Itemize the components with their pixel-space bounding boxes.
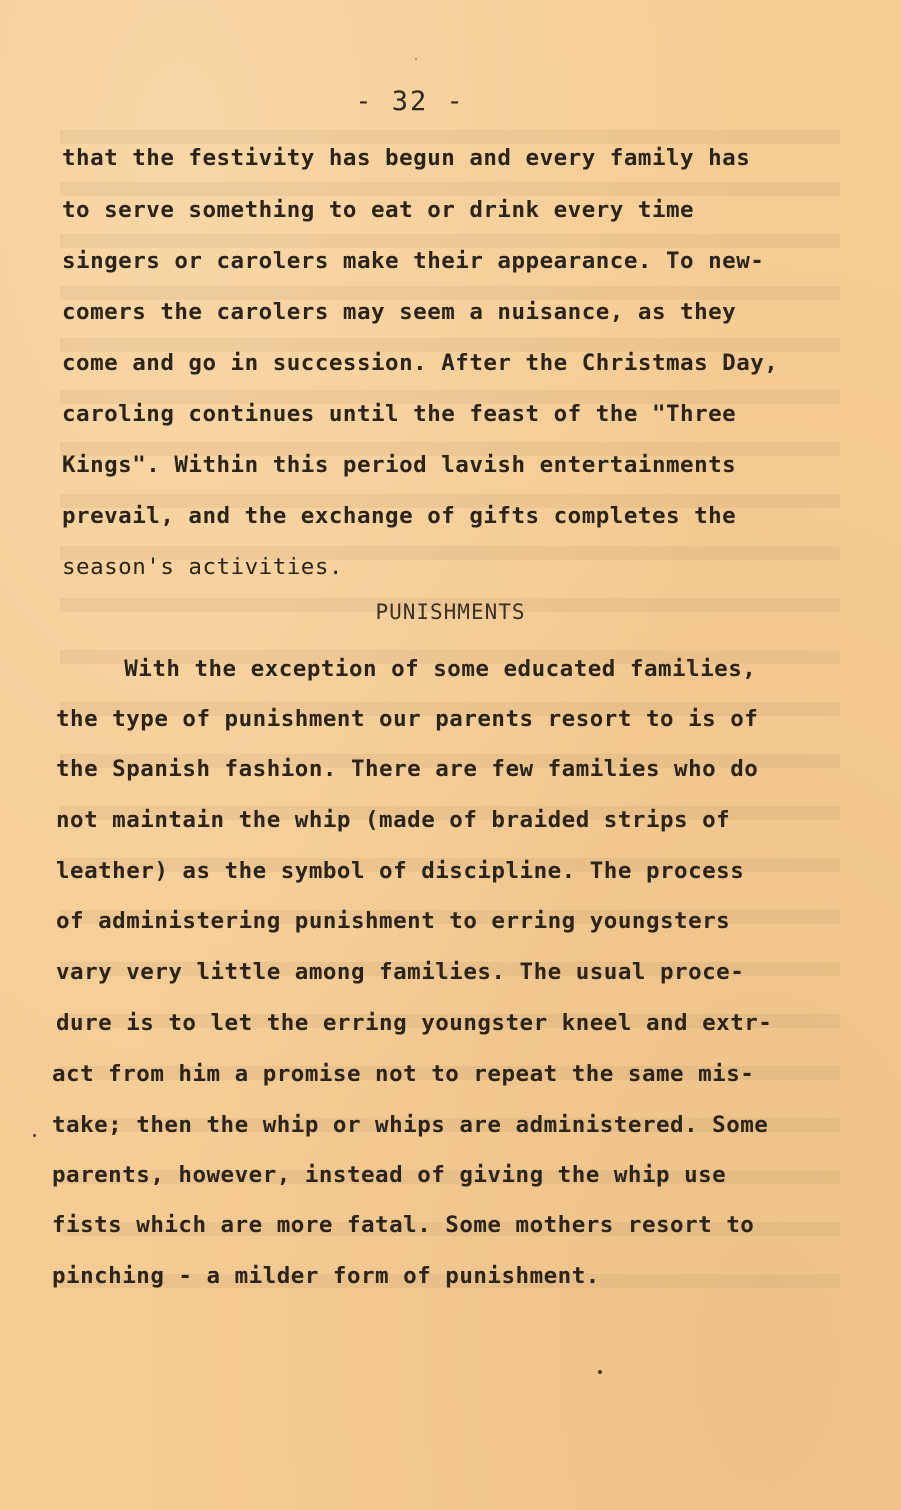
- text-line: caroling continues until the feast of the "Three: [62, 401, 737, 427]
- text-line: leather) as the symbol of discipline. The process: [56, 858, 745, 884]
- text-line: parents, however, instead of giving the whip use: [52, 1162, 727, 1188]
- text-line: With the exception of some educated families,: [54, 656, 757, 682]
- text-line: fists which are more fatal. Some mothers resort to: [52, 1212, 755, 1238]
- text-line: not maintain the whip (made of braided strips of: [56, 807, 731, 833]
- text-line: act from him a promise not to repeat the same mis-: [52, 1061, 755, 1087]
- text-line: the type of punishment our parents resort to is of: [56, 706, 759, 732]
- text-line: come and go in succession. After the Christmas Day,: [62, 350, 779, 376]
- page-number: - 32 -: [355, 86, 465, 117]
- text-line: of administering punishment to erring youngsters: [56, 908, 731, 934]
- text-line: to serve something to eat or drink every time: [62, 197, 695, 223]
- paper-speck: [33, 1134, 36, 1137]
- text-line: Kings". Within this period lavish entertainments: [62, 452, 737, 478]
- text-line: singers or carolers make their appearance. To new-: [62, 248, 765, 274]
- text-line: take; then the whip or whips are administered. Some: [52, 1112, 769, 1138]
- text-line: that the festivity has begun and every family has: [62, 145, 751, 171]
- paper-speck: [415, 58, 417, 60]
- text-line: prevail, and the exchange of gifts completes the: [62, 503, 737, 529]
- text-line: pinching - a milder form of punishment.: [52, 1263, 600, 1289]
- text-line: comers the carolers may seem a nuisance, as they: [62, 299, 737, 325]
- text-line: dure is to let the erring youngster kneel and extr-: [56, 1010, 773, 1036]
- section-heading: PUNISHMENTS: [375, 600, 526, 624]
- text-line: the Spanish fashion. There are few families who do: [56, 756, 759, 782]
- paper-speck: [598, 1370, 602, 1374]
- text-line: season's activities.: [62, 554, 343, 580]
- text-line: vary very little among families. The usual proce-: [56, 959, 745, 985]
